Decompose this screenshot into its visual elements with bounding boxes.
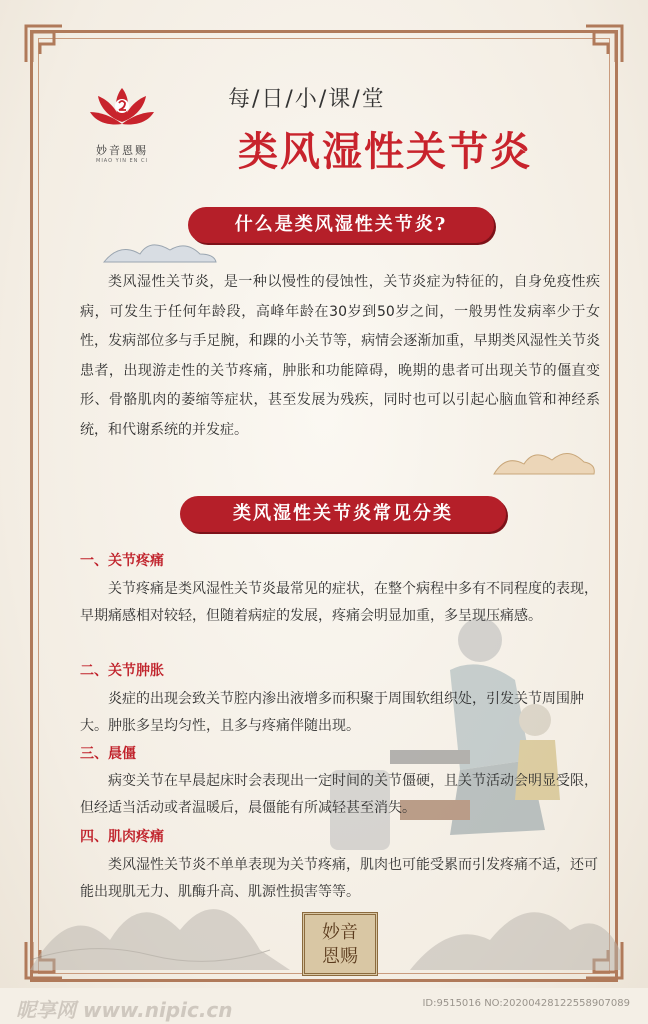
seal-line-1: 妙音 bbox=[322, 922, 358, 943]
seal-line-2: 恩赐 bbox=[322, 946, 358, 967]
page-title: 类风湿性关节炎 bbox=[238, 128, 532, 175]
brand-logo bbox=[82, 82, 162, 164]
section-banner-what-is: 什么是类风湿性关节炎? bbox=[188, 207, 494, 243]
category-title-muscle-pain: 四、肌肉疼痛 bbox=[80, 829, 164, 845]
category-text-muscle-pain: 类风湿性关节炎不单单表现为关节疼痛，肌肉也可能受累而引发疼痛不适，还可能出现肌无力、肌酶升高、肌源性损害等等。 bbox=[80, 857, 598, 900]
category-title-joint-swelling: 二、关节肿胀 bbox=[80, 663, 164, 679]
header-subtitle: 每/日/小/课/堂 bbox=[228, 87, 386, 112]
cloud-decoration-icon bbox=[488, 440, 598, 484]
category-text-morning-stiffness: 病变关节在早晨起床时会表现出一定时间的关节僵硬，且关节活动会明显受限，但经适当活动或者温暖后，晨僵能有所减轻甚至消失。 bbox=[80, 773, 598, 816]
section-banner-categories: 类风湿性关节炎常见分类 bbox=[180, 496, 506, 532]
category-text-joint-swelling: 炎症的出现会致关节腔内渗出液增多而积聚于周围软组织处，引发关节周围肿大。肿胀多呈均匀性，且多与疼痛伴随出现。 bbox=[80, 691, 584, 734]
watermark-id: ID:9515016 NO:20200428122558907089 bbox=[422, 998, 630, 1009]
category-title-morning-stiffness: 三、晨僵 bbox=[80, 746, 136, 762]
category-title-joint-pain: 一、关节疼痛 bbox=[80, 553, 164, 569]
watermark-site: 昵享网 www.nipic.cn bbox=[16, 998, 233, 1022]
lotus-logo-icon bbox=[86, 82, 158, 140]
category-text-joint-pain: 关节疼痛是类风湿性关节炎最常见的症状，在整个病程中多有不同程度的表现，早期痛感相对较轻，但随着病症的发展，疼痛会明显加重，多呈现压痛感。 bbox=[80, 581, 598, 624]
logo-english-name: MIAO YIN EN CI bbox=[96, 158, 148, 164]
intro-paragraph: 类风湿性关节炎，是一种以慢性的侵蚀性，关节炎症为特征的，自身免疫性疾病，可发生于任何年龄段，高峰年龄在30岁到50岁之间，一般男性发病率少于女性，发病部位多与手足腕，和踝的小关节等，病情会逐渐加重，早期类风湿性关节炎患者，出现游走性的关节疼痛，肿胀和功能障碍，晚期的患者可出现关节的僵直变形、骨骼肌肉的萎缩等症状，甚至发展为残疾，同时也可以引起心脑血管和神经系统，和代谢系统的并发症。 bbox=[80, 274, 600, 438]
corner-ornament-icon bbox=[24, 24, 64, 64]
logo-chinese-name: 妙音恩赐 bbox=[96, 144, 148, 157]
corner-ornament-icon bbox=[584, 24, 624, 64]
brand-seal bbox=[302, 912, 378, 976]
